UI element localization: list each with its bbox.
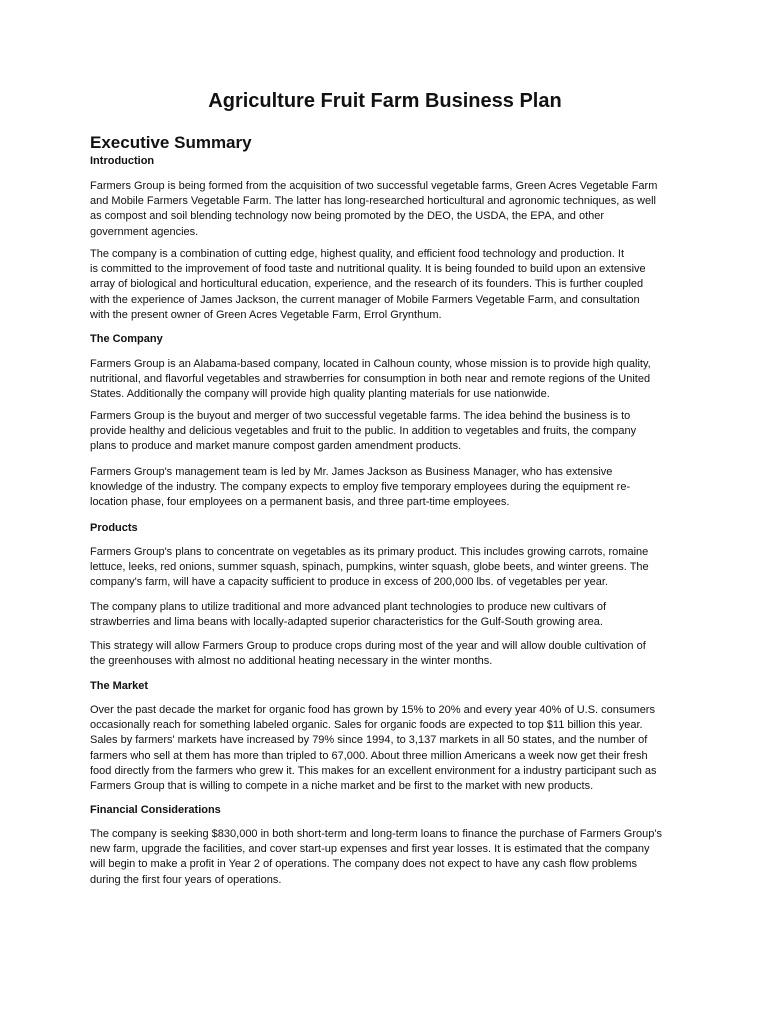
paragraph: Farmers Group is the buyout and merger of two successful vegetable farms. The idea behind the business is to provide healthy and delicious vegetables and fruit to the public. In addition to vegetables and fruits, the company plans to produce and market manure compost garden amendment products.: [90, 410, 637, 453]
paragraph: Farmers Group is being formed from the acquisition of two successful vegetable farms, Green Acres Vegetable Farm and Mobile Farmers Vegetable Farm. The latter has long-researched horticultural and agronomic techniques, as well as compost and soil blending technology now being promoted by the DEO, the USDA, the EPA, and other government agencies.: [90, 180, 658, 238]
paragraph: The company is seeking $830,000 in both short-term and long-term loans to finance the purchase of Farmers Group's new farm, upgrade the facilities, and cover start-up expenses and first year losses. It is estimated that the company will begin to make a profit in Year 2 of operations. The company does not expect to have any cash flow problems during the first four years of operations.: [90, 828, 662, 886]
paragraph: Farmers Group's management team is led by Mr. James Jackson as Business Manager, who has extensive knowledge of the industry. The company expects to employ five temporary employees during the equipment re- location phase, four employees on a permanent basis, and three part-time employees.: [90, 466, 631, 509]
subheading-products: Products: [90, 522, 138, 534]
subheading-introduction: Introduction: [90, 155, 155, 167]
paragraph: The company plans to utilize traditional and more advanced plant technologies to produce new cultivars of strawberries and lima beans with locally-adapted superior characteristics for the Gulf-South growing area.: [90, 601, 607, 629]
document-title: Agriculture Fruit Farm Business Plan: [208, 90, 562, 112]
paragraph: Farmers Group's plans to concentrate on vegetables as its primary product. This includes growing carrots, romaine lettuce, leeks, red onions, summer squash, spinach, pumpkins, winter squash, globe beets, and winter greens. The company's farm, will have a capacity sufficient to produce in excess of 200,000 lbs. of vegetables per year.: [90, 546, 649, 589]
paragraph: The company is a combination of cutting edge, highest quality, and efficient food technology and production. It is committed to the improvement of food taste and nutritional quality. It is being founded to build upon an extensive array of biological and horticultural education, experience, and the research of its founders. This is further coupled with the experience of James Jackson, the current manager of Mobile Farmers Vegetable Farm, and consultation with the present owner of Green Acres Vegetable Farm, Errol Grynthum.: [90, 248, 646, 321]
paragraph: This strategy will allow Farmers Group to produce crops during most of the year and will allow double cultivation of the greenhouses with almost no additional heating necessary in the winter months.: [90, 640, 646, 668]
subheading-financial-considerations: Financial Considerations: [90, 804, 221, 816]
paragraph: Farmers Group is an Alabama-based company, located in Calhoun county, whose mission is to provide high quality, nutritional, and flavorful vegetables and strawberries for consumption in both near and remote regions of the United States. Additionally the company will provide high quality planting materials for use nationwide.: [90, 358, 651, 401]
subheading-the-market: The Market: [90, 680, 149, 692]
paragraph: Over the past decade the market for organic food has grown by 15% to 20% and every year 40% of U.S. consumers occasionally reach for something labeled organic. Sales for organic foods are expected to top $11 billion this year. Sales by farmers' markets have increased by 79% since 1994, to 3,137 markets in all 50 states, and the number of farmers who sell at them has more than tripled to 67,000. About three million Americans a week now get their fresh food directly from the farmers who grew it. This makes for an excellent environment for a industry participant such as Farmers Group that is willing to compete in a niche market and be first to the market with new products.: [90, 704, 657, 793]
subheading-the-company: The Company: [90, 333, 163, 345]
section-heading-executive-summary: Executive Summary: [90, 133, 252, 152]
